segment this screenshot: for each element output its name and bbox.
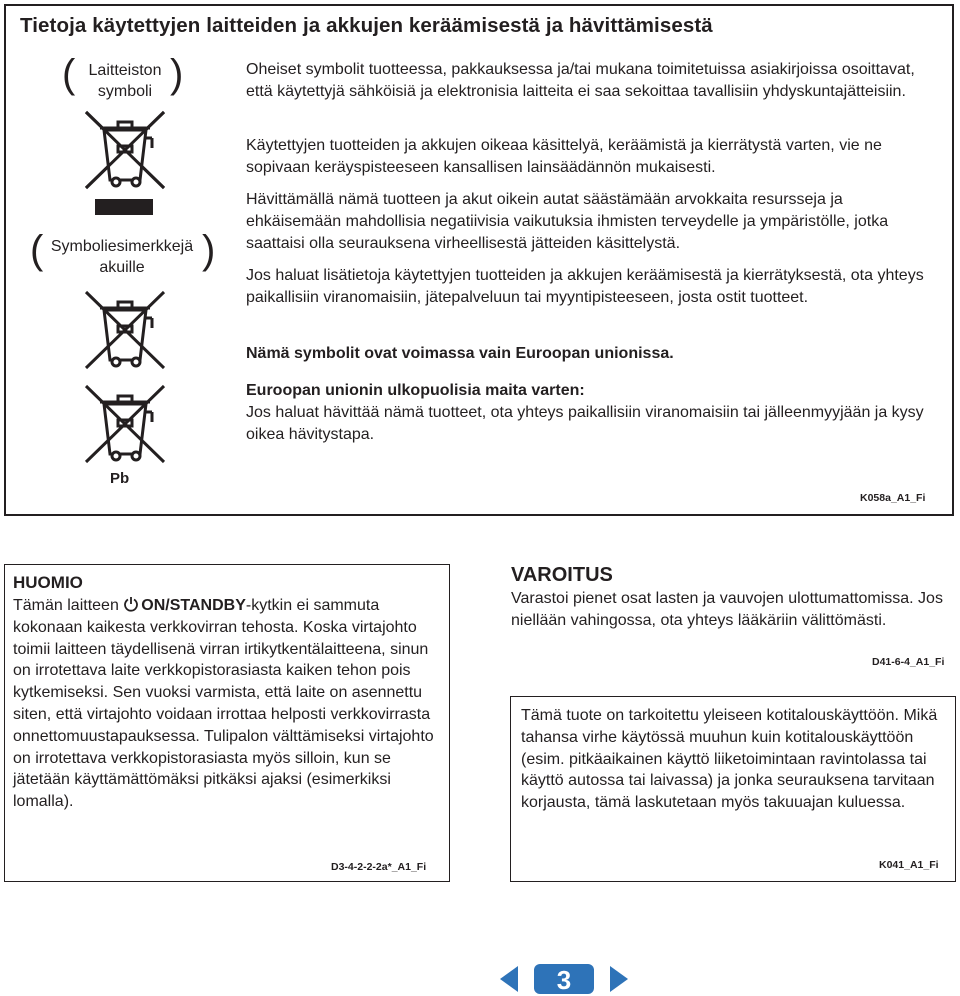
battery-label-line1: Symboliesimerkkejä	[50, 238, 194, 255]
huomio-text-rest: -kytkin ei sammuta kokonaan kaikesta verkkovirran tehosta. Koska virtajohto toimii laitteen täydellisenä virran irtikytkentälaitteena, sinun on irrotettava laite verkkopistorasiasta kaiken tehon pois kytkemiseksi. Sen vuoksi varmista, että laite on asennettu siten, että virtajohto voidaan irrottaa helposti verkkovirrasta onnettomuustapauksessa. Tulipalon välttämiseksi virtajohto on irrotettava verkkopistorasiasta myös silloin, kun se jätetään käyttämättömäksi pitkäksi ajaksi (esimerkiksi lomalla).	[13, 597, 434, 811]
power-icon	[123, 596, 139, 612]
weee-title: Tietoja käytettyjen laitteiden ja akkujen keräämisestä ja hävittämisestä	[20, 14, 713, 37]
paragraph-text: Hävittämällä nämä tuotteen ja akut oikein autat säästämään arvokkaita resursseja ja ehkäisemään mahdollisia negatiivisia vaikutuksia ihmisten terveydelle ja ympäristölle, jotka saattaisi olla seurauksena virheellisestä jätteiden käsittelystä.	[246, 191, 889, 252]
device-label-line1: Laitteiston	[88, 62, 162, 79]
paragraph-text: Nämä symbolit ovat voimassa vain Euroopan unionissa.	[246, 345, 674, 362]
open-paren: (	[30, 228, 44, 272]
weee-paragraph-3	[246, 189, 936, 255]
weee-non-eu	[246, 380, 936, 446]
crossed-bin-icon	[82, 288, 168, 374]
next-page-arrow-icon[interactable]	[610, 966, 628, 992]
varoitus-text: Varastoi pienet osat lasten ja vauvojen ulottumattomissa. Jos niellään vahingossa, ota yhteys lääkäriin välittömästi.	[511, 590, 943, 629]
weee-eu-notice	[246, 343, 936, 365]
huomio-text-start: Tämän laitteen	[13, 597, 124, 614]
crossed-bin-icon	[82, 108, 168, 194]
household-text: Tämä tuote on tarkoitettu yleiseen kotitalouskäyttöön. Mikä tahansa virhe käytössä muuhun kuin kotitalouskäyttöön (esim. pitkäaikainen käyttö liiketoimintaan ravintolassa tai käyttö autossa tai laivassa) ja jonka seurauksena tarvitaan korjausta, tämä laskutetaan myös takuuajan kuluessa.	[521, 707, 938, 812]
household-box	[510, 696, 956, 882]
battery-symbol-label	[38, 236, 206, 278]
paragraph-text: Käytettyjen tuotteiden ja akkujen oikeaa käsittelyä, keräämistä ja kierrätystä varten, vie ne sopivaan keräyspisteeseen kansallisen lainsäädännön mukaisesti.	[246, 137, 882, 176]
doc-code: D41-6-4_A1_Fi	[872, 656, 945, 668]
close-paren: )	[170, 52, 184, 96]
huomio-box	[4, 564, 450, 882]
huomio-text	[13, 595, 443, 813]
device-label-line2: symboli	[97, 83, 153, 100]
varoitus-block	[510, 564, 956, 674]
huomio-heading: HUOMIO	[13, 573, 83, 592]
device-symbol-label	[70, 60, 180, 102]
open-paren: (	[62, 52, 76, 96]
doc-code: K058a_A1_Fi	[860, 492, 926, 504]
on-standby-label: ON/STANDBY	[141, 597, 246, 614]
weee-paragraph-1	[246, 59, 936, 103]
underline-bar	[95, 199, 153, 215]
paragraph-text: Jos haluat lisätietoja käytettyjen tuotteiden ja akkujen keräämisestä ja kierrätyksestä, ota yhteys paikallisiin viranomaisiin, jätepalveluun tai myyntipisteeseen, josta ostit tuotteet.	[246, 267, 924, 306]
page-navigation	[498, 962, 630, 996]
non-eu-heading: Euroopan unionin ulkopuolisia maita varten:	[246, 382, 585, 399]
weee-paragraph-2	[246, 135, 936, 179]
varoitus-heading: VAROITUS	[511, 564, 613, 586]
doc-code: D3-4-2-2-2a*_A1_Fi	[331, 861, 427, 873]
paragraph-text: Jos haluat hävittää nämä tuotteet, ota yhteys paikallisiin viranomaisiin tai jälleenmyyjään ja kysy oikea hävitystapa.	[246, 404, 924, 443]
doc-code: K041_A1_Fi	[879, 859, 939, 871]
pb-label: Pb	[110, 470, 130, 487]
weee-paragraph-4	[246, 265, 936, 309]
previous-page-arrow-icon[interactable]	[500, 966, 518, 992]
paragraph-text: Oheiset symbolit tuotteessa, pakkauksessa ja/tai mukana toimitetuissa asiakirjoissa osoittavat, että käytettyjä sähköisiä ja elektronisia laitteita ei saa sekoittaa tavallisiin yhdyskuntajätteisiin.	[246, 61, 915, 100]
close-paren: )	[202, 228, 216, 272]
battery-label-line2: akuille	[99, 259, 145, 276]
page-number: 3	[556, 965, 572, 995]
crossed-bin-icon	[82, 382, 168, 468]
